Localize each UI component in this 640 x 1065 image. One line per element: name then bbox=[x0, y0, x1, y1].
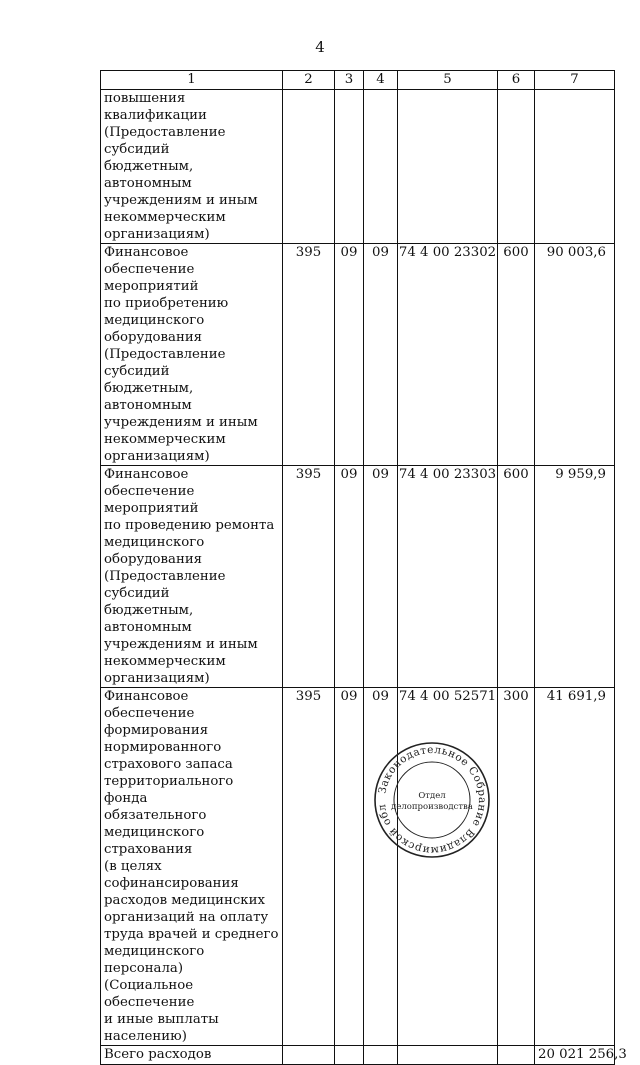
expense-description-line: мероприятий bbox=[104, 501, 199, 516]
table-row bbox=[101, 244, 615, 466]
admin-code-cell: 395 bbox=[283, 466, 335, 688]
column-number-header-row bbox=[101, 71, 615, 90]
page-number: 4 bbox=[315, 38, 325, 56]
expense-description-line: территориального фонда bbox=[104, 774, 234, 806]
expense-description-line: мероприятий bbox=[104, 279, 199, 294]
expense-description bbox=[101, 466, 283, 688]
expense-description-line: Финансовое обеспечение bbox=[104, 245, 195, 277]
total-empty-cell bbox=[364, 1046, 398, 1065]
section-code-cell: 09 bbox=[335, 244, 364, 466]
expense-description-line: медицинского bbox=[104, 535, 205, 550]
total-empty-cell bbox=[335, 1046, 364, 1065]
expense-description-line: Финансовое обеспечение bbox=[104, 689, 195, 721]
subsection-code-cell: 09 bbox=[364, 688, 398, 1046]
target-article-cell: 74 4 00 52571 bbox=[398, 688, 498, 1046]
total-row bbox=[101, 1046, 615, 1065]
expense-description-line: медицинского страхования bbox=[104, 825, 205, 857]
expense-description-line: Финансовое обеспечение bbox=[104, 467, 195, 499]
amount-cell: 9 959,9 bbox=[535, 466, 615, 688]
subsection-code-cell: 09 bbox=[364, 466, 398, 688]
expense-description bbox=[101, 688, 283, 1046]
subsection-code-cell: 09 bbox=[364, 244, 398, 466]
column-header-2: 2 bbox=[283, 71, 335, 90]
table-body bbox=[101, 90, 615, 1046]
expense-type-cell bbox=[498, 90, 535, 244]
expense-description bbox=[101, 90, 283, 244]
expense-description-line: учреждениям и иным bbox=[104, 193, 258, 208]
stamp-center-line-2: делопроизводства bbox=[391, 802, 473, 812]
expense-type-cell: 300 bbox=[498, 688, 535, 1046]
stamp-ring-text: Законодательное Собрание Владимирской обл bbox=[376, 743, 489, 857]
expense-description-line: учреждениям и иным bbox=[104, 415, 258, 430]
expense-description-line: бюджетным, автономным bbox=[104, 381, 194, 413]
amount-cell bbox=[535, 90, 615, 244]
expense-description-line: повышения квалификации bbox=[104, 91, 207, 123]
expense-description-line: бюджетным, автономным bbox=[104, 603, 194, 635]
stamp-seal-graphic bbox=[372, 740, 492, 860]
stamp-center-line-1: Отдел bbox=[418, 791, 446, 801]
expense-description-line: населению) bbox=[104, 1029, 187, 1044]
expense-description-line: обязательного bbox=[104, 808, 207, 823]
expense-description-line: формирования bbox=[104, 723, 209, 738]
expense-description-line: оборудования bbox=[104, 330, 203, 345]
column-header-4: 4 bbox=[364, 71, 398, 90]
target-article-cell bbox=[398, 90, 498, 244]
total-empty-cell bbox=[398, 1046, 498, 1065]
total-empty-cell bbox=[283, 1046, 335, 1065]
expense-description-line: бюджетным, автономным bbox=[104, 159, 194, 191]
target-article-cell: 74 4 00 23302 bbox=[398, 244, 498, 466]
official-stamp bbox=[372, 740, 492, 860]
expense-description-line: учреждениям и иным bbox=[104, 637, 258, 652]
admin-code-cell bbox=[283, 90, 335, 244]
expense-description-line: по приобретению bbox=[104, 296, 229, 311]
expense-description-line: организаций на оплату bbox=[104, 910, 269, 925]
expense-description-line: медицинского персонала) bbox=[104, 944, 205, 976]
expense-description-line: расходов медицинских bbox=[104, 893, 265, 908]
expense-description-line: некоммерческим bbox=[104, 432, 226, 447]
section-code-cell: 09 bbox=[335, 688, 364, 1046]
expense-description-line: нормированного bbox=[104, 740, 222, 755]
expense-description-line: (Социальное обеспечение bbox=[104, 978, 195, 1010]
table-row bbox=[101, 466, 615, 688]
expense-description-line: (Предоставление субсидий bbox=[104, 347, 226, 379]
expense-description-line: организациям) bbox=[104, 671, 210, 686]
admin-code-cell: 395 bbox=[283, 244, 335, 466]
column-header-5: 5 bbox=[398, 71, 498, 90]
table-row bbox=[101, 688, 615, 1046]
expense-description-line: труда врачей и среднего bbox=[104, 927, 279, 942]
expense-description-line: организациям) bbox=[104, 449, 210, 464]
total-amount: 20 021 256,3 bbox=[535, 1046, 615, 1065]
expense-description-line: организациям) bbox=[104, 227, 210, 242]
expense-description-line: некоммерческим bbox=[104, 654, 226, 669]
expenditure-table bbox=[100, 70, 627, 1065]
expense-description-line: (Предоставление субсидий bbox=[104, 569, 226, 601]
expense-description-line: некоммерческим bbox=[104, 210, 226, 225]
expense-description-line: (Предоставление субсидий bbox=[104, 125, 226, 157]
subsection-code-cell bbox=[364, 90, 398, 244]
expense-description-line: (в целях софинансирования bbox=[104, 859, 239, 891]
admin-code-cell: 395 bbox=[283, 688, 335, 1046]
expense-description-line: и иные выплаты bbox=[104, 1012, 219, 1027]
expense-description-line: медицинского bbox=[104, 313, 205, 328]
section-code-cell: 09 bbox=[335, 466, 364, 688]
total-empty-cell bbox=[498, 1046, 535, 1065]
amount-cell: 41 691,9 bbox=[535, 688, 615, 1046]
expense-description-line: по проведению ремонта bbox=[104, 518, 275, 533]
expense-description-line: страхового запаса bbox=[104, 757, 233, 772]
column-header-3: 3 bbox=[335, 71, 364, 90]
column-header-1: 1 bbox=[101, 71, 283, 90]
target-article-cell: 74 4 00 23303 bbox=[398, 466, 498, 688]
expense-type-cell: 600 bbox=[498, 466, 535, 688]
table-row bbox=[101, 90, 615, 244]
section-code-cell bbox=[335, 90, 364, 244]
total-label: Всего расходов bbox=[101, 1046, 283, 1065]
amount-cell: 90 003,6 bbox=[535, 244, 615, 466]
expense-type-cell: 600 bbox=[498, 244, 535, 466]
column-header-6: 6 bbox=[498, 71, 535, 90]
expense-description-line: оборудования bbox=[104, 552, 203, 567]
expense-description bbox=[101, 244, 283, 466]
column-header-7: 7 bbox=[535, 71, 615, 90]
